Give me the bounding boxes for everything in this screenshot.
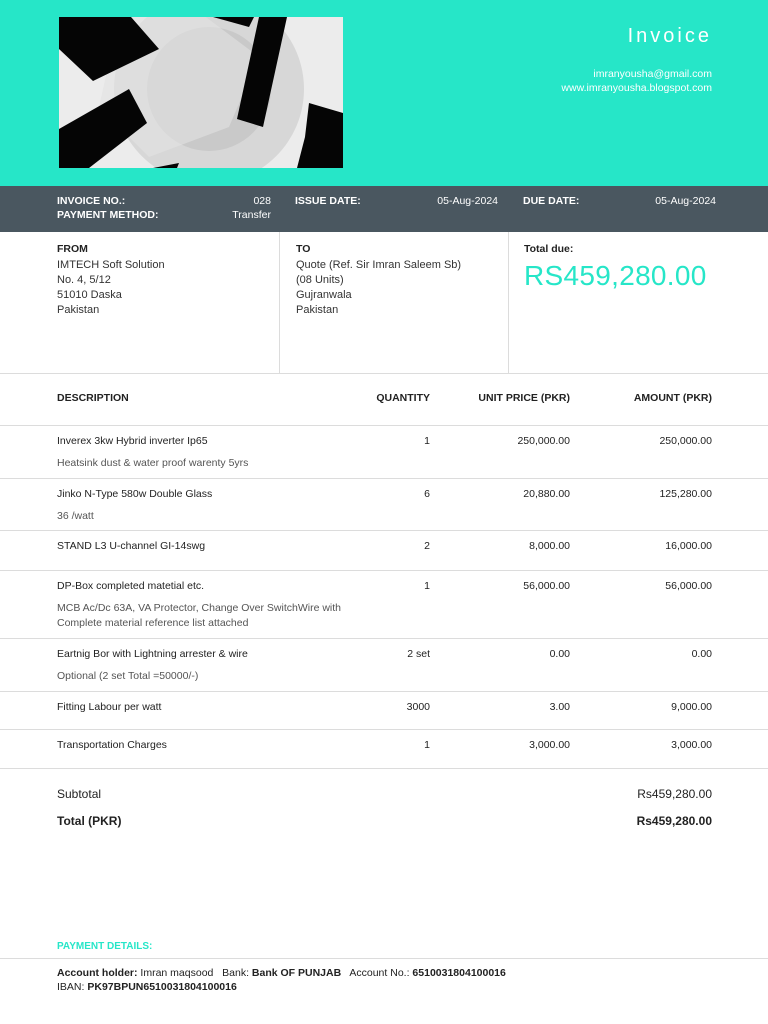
payment-divider bbox=[0, 958, 768, 959]
items-table-header bbox=[0, 374, 768, 426]
item-unit-price: 250,000.00 bbox=[517, 435, 570, 447]
item-description bbox=[57, 540, 357, 552]
item-note: Optional (2 set Total =50000/-) bbox=[57, 670, 199, 682]
item-name: Inverex 3kw Hybrid inverter Ip65 bbox=[57, 435, 208, 447]
invoice-title: Invoice bbox=[627, 25, 712, 47]
parties-section bbox=[0, 232, 768, 374]
issue-date-label: ISSUE DATE: bbox=[295, 195, 361, 207]
item-name: Eartnig Bor with Lightning arrester & wire bbox=[57, 648, 248, 660]
to-heading: TO bbox=[296, 243, 311, 255]
from-line: Pakistan bbox=[57, 304, 100, 316]
item-description bbox=[57, 488, 357, 524]
due-date-label: DUE DATE: bbox=[523, 195, 580, 207]
col-unit-price: UNIT PRICE (PKR) bbox=[478, 392, 570, 404]
col-quantity: QUANTITY bbox=[376, 392, 430, 404]
payment-details-title: PAYMENT DETAILS: bbox=[57, 941, 153, 952]
account-holder-label: Account holder: bbox=[57, 967, 138, 979]
contact-email[interactable]: imranyousha@gmail.com bbox=[593, 68, 712, 80]
table-row bbox=[0, 692, 768, 730]
abstract-logo-graphic bbox=[59, 17, 343, 168]
item-name: Jinko N-Type 580w Double Glass bbox=[57, 488, 213, 500]
item-amount: 9,000.00 bbox=[671, 701, 712, 713]
item-amount: 125,280.00 bbox=[659, 488, 712, 500]
item-name: STAND L3 U-channel GI-14swg bbox=[57, 540, 206, 552]
item-quantity: 1 bbox=[424, 435, 430, 447]
from-heading: FROM bbox=[57, 243, 88, 255]
iban-label: IBAN: bbox=[57, 981, 85, 993]
total-due-amount: RS459,280.00 bbox=[524, 260, 707, 291]
item-description bbox=[57, 739, 357, 751]
table-row bbox=[0, 426, 768, 479]
subtotal-value: Rs459,280.00 bbox=[637, 787, 712, 801]
total-due-block bbox=[508, 232, 768, 373]
account-holder-value: Imran maqsood bbox=[140, 967, 214, 979]
item-unit-price: 8,000.00 bbox=[529, 540, 570, 552]
contact-website[interactable]: www.imranyousha.blogspot.com bbox=[561, 82, 712, 94]
item-quantity: 6 bbox=[424, 488, 430, 500]
item-amount: 0.00 bbox=[691, 648, 712, 660]
item-name: Transportation Charges bbox=[57, 739, 167, 751]
account-no-value: 6510031804100016 bbox=[412, 967, 506, 979]
item-note: 36 /watt bbox=[57, 510, 94, 522]
payment-line-iban bbox=[57, 980, 506, 994]
to-line: (08 Units) bbox=[296, 274, 344, 286]
item-unit-price: 20,880.00 bbox=[523, 488, 570, 500]
invoice-no-label: INVOICE NO.: bbox=[57, 195, 126, 207]
from-line: No. 4, 5/12 bbox=[57, 274, 111, 286]
item-name: DP-Box completed matetial etc. bbox=[57, 580, 205, 592]
company-logo bbox=[59, 17, 343, 168]
col-amount: AMOUNT (PKR) bbox=[633, 392, 712, 404]
payment-details bbox=[57, 966, 506, 994]
invoice-info-bar bbox=[0, 186, 768, 232]
item-quantity: 2 set bbox=[407, 648, 430, 660]
item-quantity: 1 bbox=[424, 580, 430, 592]
to-block bbox=[279, 232, 508, 373]
payment-method-value: Transfer bbox=[232, 209, 271, 221]
item-amount: 56,000.00 bbox=[665, 580, 712, 592]
invoice-no-value: 028 bbox=[253, 195, 271, 207]
from-line: IMTECH Soft Solution bbox=[57, 259, 165, 271]
item-quantity: 1 bbox=[424, 739, 430, 751]
total-label: Total (PKR) bbox=[57, 814, 122, 828]
table-row bbox=[0, 639, 768, 692]
to-line: Pakistan bbox=[296, 304, 339, 316]
item-note: Heatsink dust & water proof warenty 5yrs bbox=[57, 457, 249, 469]
table-row bbox=[0, 730, 768, 769]
from-line: 51010 Daska bbox=[57, 289, 122, 301]
item-unit-price: 56,000.00 bbox=[523, 580, 570, 592]
table-row bbox=[0, 571, 768, 639]
item-quantity: 2 bbox=[424, 540, 430, 552]
subtotal-label: Subtotal bbox=[57, 787, 102, 801]
item-quantity: 3000 bbox=[406, 701, 430, 713]
account-no-label: Account No.: bbox=[349, 967, 410, 979]
item-description bbox=[57, 580, 347, 631]
item-description bbox=[57, 701, 357, 713]
item-amount: 16,000.00 bbox=[665, 540, 712, 552]
to-line: Quote (Ref. Sir Imran Saleem Sb) bbox=[296, 259, 462, 271]
from-block bbox=[57, 232, 279, 373]
item-unit-price: 0.00 bbox=[549, 648, 570, 660]
invoice-header bbox=[0, 0, 768, 186]
table-row bbox=[0, 531, 768, 571]
header-contact bbox=[561, 67, 712, 95]
to-line: Gujranwala bbox=[296, 289, 352, 301]
col-description: DESCRIPTION bbox=[57, 392, 129, 404]
item-description bbox=[57, 435, 357, 471]
bank-value: Bank OF PUNJAB bbox=[251, 967, 342, 979]
item-note: MCB Ac/Dc 63A, VA Protector, Change Over SwitchWire with Complete material reference list attached bbox=[57, 602, 341, 629]
total-due-label: Total due: bbox=[524, 243, 574, 255]
bank-label: Bank: bbox=[222, 967, 249, 979]
due-date-value: 05-Aug-2024 bbox=[655, 195, 716, 207]
item-amount: 250,000.00 bbox=[659, 435, 712, 447]
payment-line-account bbox=[57, 966, 506, 980]
issue-date-value: 05-Aug-2024 bbox=[437, 195, 498, 207]
item-unit-price: 3,000.00 bbox=[529, 739, 570, 751]
payment-method-label: PAYMENT METHOD: bbox=[57, 209, 159, 221]
item-unit-price: 3.00 bbox=[549, 701, 570, 713]
table-row bbox=[0, 479, 768, 531]
item-description bbox=[57, 648, 357, 684]
total-value: Rs459,280.00 bbox=[636, 814, 712, 828]
item-amount: 3,000.00 bbox=[671, 739, 712, 751]
iban-value: PK97BPUN6510031804100016 bbox=[87, 981, 237, 993]
item-name: Fitting Labour per watt bbox=[57, 701, 162, 713]
